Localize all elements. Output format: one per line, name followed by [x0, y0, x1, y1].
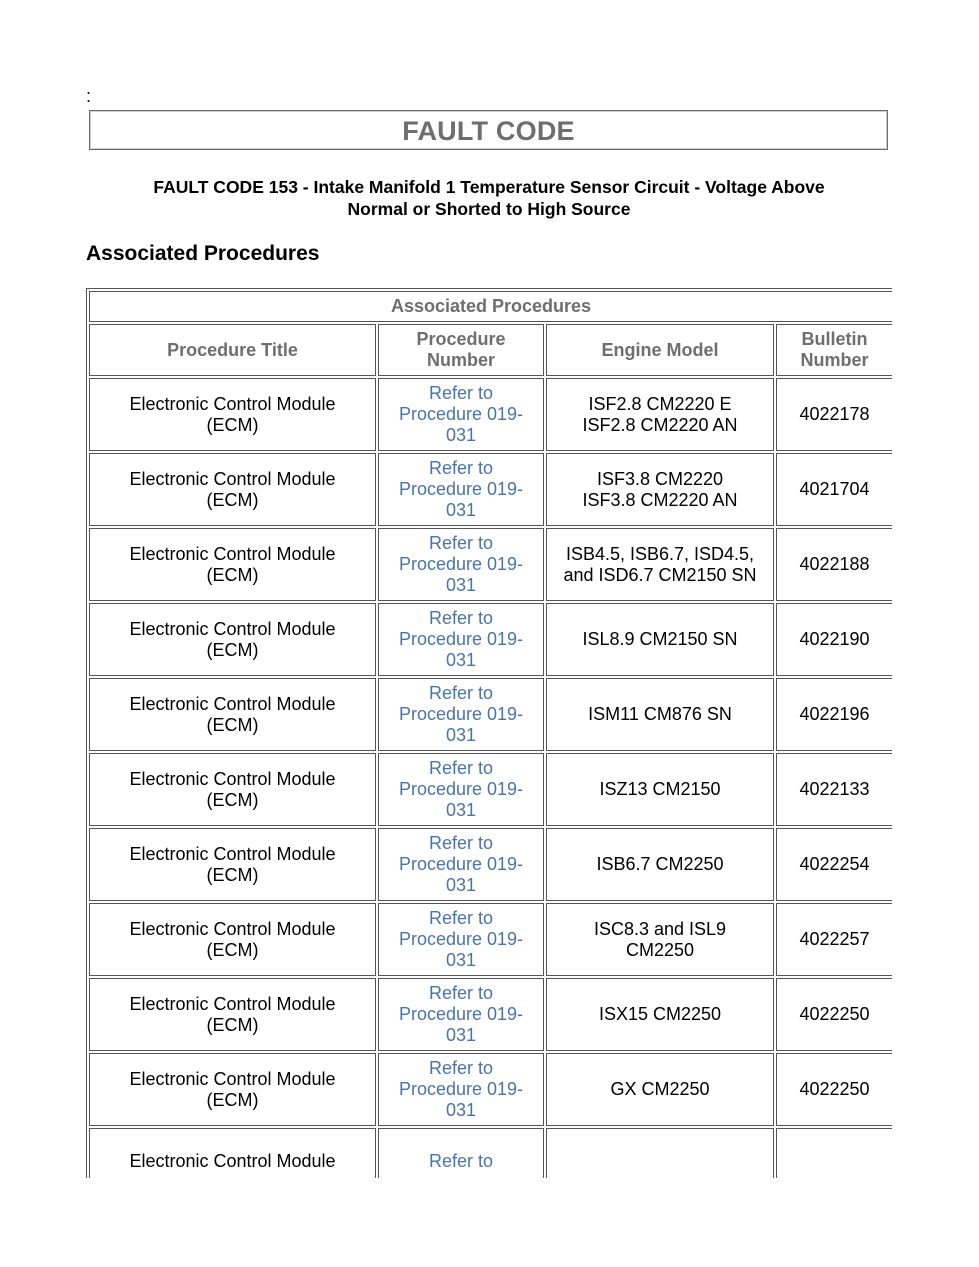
procedure-title-line-1: Electronic Control Module [129, 618, 336, 639]
engine-model-line-2: ISF3.8 CM2220 AN [582, 489, 738, 510]
bulletin-number-cell: 4022196 [776, 678, 892, 751]
procedure-title-line-2: (ECM) [206, 414, 259, 435]
procedure-link-line-2[interactable]: Procedure 019- [398, 704, 524, 724]
procedure-link-line-2[interactable]: Procedure 019- [398, 779, 524, 799]
engine-model-cell [546, 453, 774, 526]
procedure-link-line-3[interactable]: 031 [445, 425, 477, 445]
procedure-title-cell [89, 1053, 376, 1126]
procedure-title-line-2: (ECM) [206, 489, 259, 510]
bulletin-number-cell: 4022188 [776, 528, 892, 601]
procedure-link[interactable] [378, 678, 544, 751]
engine-model-cell [546, 1053, 774, 1126]
procedure-link-line-1[interactable]: Refer to [428, 383, 494, 403]
engine-model-cell [546, 753, 774, 826]
engine-model-line-1: ISC8.3 and ISL9 [593, 918, 727, 939]
page-marker: : [86, 86, 92, 106]
engine-model-cell [546, 603, 774, 676]
procedure-link-line-1[interactable]: Refer to [428, 1058, 494, 1078]
procedure-title-cell [89, 603, 376, 676]
engine-model-cell [546, 378, 774, 451]
engine-model-line-1: ISB6.7 CM2250 [596, 854, 724, 874]
col-header-procedure-title: Procedure Title [89, 324, 376, 376]
engine-model-line-1: ISZ13 CM2150 [599, 779, 721, 799]
engine-model-line-2: and ISD6.7 CM2150 SN [563, 564, 757, 585]
bulletin-number-cell: 4021704 [776, 453, 892, 526]
col-header-procedure-number-line-2: Number [426, 350, 495, 370]
table-row [89, 678, 892, 751]
procedure-link[interactable] [378, 978, 544, 1051]
procedure-title-line-2: (ECM) [206, 1089, 259, 1110]
procedure-title-line-2: (ECM) [206, 714, 259, 735]
procedure-link-line-3[interactable]: 031 [445, 1100, 477, 1120]
col-header-procedure-number [378, 324, 544, 376]
banner-title: FAULT CODE [402, 116, 575, 146]
procedure-link[interactable] [378, 903, 544, 976]
procedure-title-line-2: (ECM) [206, 939, 259, 960]
procedure-title-line-1: Electronic Control Module [129, 1068, 336, 1089]
table-row [89, 603, 892, 676]
procedure-title-cell [89, 453, 376, 526]
table-row [89, 453, 892, 526]
table-row-partial [89, 1128, 892, 1178]
procedure-link-text[interactable]: Refer to [428, 1151, 494, 1171]
procedure-link-line-1[interactable]: Refer to [428, 533, 494, 553]
engine-model-line-2: ISF2.8 CM2220 AN [582, 414, 738, 435]
procedure-link[interactable] [378, 828, 544, 901]
procedure-link-line-1[interactable]: Refer to [428, 833, 494, 853]
procedure-title-cell [89, 828, 376, 901]
procedure-title-line-1: Electronic Control Module [129, 993, 336, 1014]
section-heading: Associated Procedures [86, 242, 320, 265]
engine-model-line-2: CM2250 [625, 939, 695, 960]
table-row [89, 903, 892, 976]
engine-model-cell [546, 978, 774, 1051]
procedure-title-cell [89, 378, 376, 451]
engine-model-line-1: ISF2.8 CM2220 E [588, 393, 732, 414]
table-header-row [89, 324, 892, 376]
procedure-link-line-1[interactable]: Refer to [428, 758, 494, 778]
procedure-link-line-2[interactable]: Procedure 019- [398, 629, 524, 649]
procedure-title-cell [89, 753, 376, 826]
col-header-bulletin-number-line-1: Bulletin [801, 329, 868, 349]
procedure-title-line-2: (ECM) [206, 1014, 259, 1035]
procedure-link-line-3[interactable]: 031 [445, 500, 477, 520]
procedure-link[interactable] [378, 603, 544, 676]
bulletin-number-cell: 4022190 [776, 603, 892, 676]
engine-model-line-1: ISX15 CM2250 [598, 1004, 722, 1024]
engine-model-line-1: ISM11 CM876 SN [588, 704, 732, 724]
procedure-title-cell [89, 678, 376, 751]
procedure-title-line-2: (ECM) [206, 564, 259, 585]
engine-model-cell [546, 528, 774, 601]
procedure-link-line-2[interactable]: Procedure 019- [398, 1079, 524, 1099]
engine-model-cell [546, 903, 774, 976]
bulletin-number-cell: 4022250 [776, 978, 892, 1051]
procedure-link[interactable] [378, 1053, 544, 1126]
procedure-title-line-1: Electronic Control Module [129, 543, 336, 564]
procedure-title-line-2: (ECM) [206, 639, 259, 660]
col-header-engine-model: Engine Model [546, 324, 774, 376]
engine-model-cell [546, 828, 774, 901]
procedure-title-cell: Electronic Control Module [89, 1128, 376, 1178]
table-row [89, 978, 892, 1051]
procedure-link-line-3[interactable]: 031 [445, 875, 477, 895]
procedure-link-line-2[interactable]: Procedure 019- [398, 929, 524, 949]
procedure-link-line-2[interactable]: Procedure 019- [398, 404, 524, 424]
col-header-bulletin-number-line-2: Number [800, 350, 869, 370]
engine-model-cell [546, 678, 774, 751]
bulletin-number-cell: 4022133 [776, 753, 892, 826]
col-header-bulletin-number [776, 324, 892, 376]
bulletin-number-cell: 4022178 [776, 378, 892, 451]
engine-model-line-1: GX CM2250 [610, 1079, 710, 1099]
procedures-table-container [86, 288, 892, 1178]
procedure-title-line-1: Electronic Control Module [129, 918, 336, 939]
procedure-link[interactable] [378, 528, 544, 601]
procedures-table [86, 288, 892, 1178]
procedure-title-cell [89, 903, 376, 976]
table-row [89, 753, 892, 826]
col-header-procedure-number-line-1: Procedure [416, 329, 506, 349]
procedure-link-line-2[interactable]: Procedure 019- [398, 854, 524, 874]
fault-description [89, 176, 889, 220]
procedure-link[interactable] [378, 453, 544, 526]
procedure-title-cell [89, 528, 376, 601]
procedure-link-line-3[interactable]: 031 [445, 800, 477, 820]
procedure-link-line-1[interactable]: Refer to [428, 608, 494, 628]
procedure-link-line-1[interactable]: Refer to [428, 908, 494, 928]
procedure-link[interactable] [378, 1128, 544, 1178]
table-row [89, 528, 892, 601]
table-row [89, 828, 892, 901]
engine-model-line-1: ISB4.5, ISB6.7, ISD4.5, [565, 543, 755, 564]
procedure-link-line-3[interactable]: 031 [445, 575, 477, 595]
engine-model-line-1: ISL8.9 CM2150 SN [582, 629, 738, 649]
procedure-link-line-1[interactable]: Refer to [428, 458, 494, 478]
procedure-link-line-3[interactable]: 031 [445, 950, 477, 970]
procedure-link-line-3[interactable]: 031 [445, 1025, 477, 1045]
procedure-title-line-2: (ECM) [206, 864, 259, 885]
procedure-link-line-1[interactable]: Refer to [428, 983, 494, 1003]
procedure-title-line-1: Electronic Control Module [129, 693, 336, 714]
procedure-title-line-1: Electronic Control Module [129, 843, 336, 864]
procedure-title-line-2: (ECM) [206, 789, 259, 810]
table-row [89, 378, 892, 451]
engine-model-line-1: ISF3.8 CM2220 [596, 468, 724, 489]
table-caption: Associated Procedures [89, 291, 892, 322]
procedure-title-line-1: Electronic Control Module [129, 768, 336, 789]
procedure-link[interactable] [378, 378, 544, 451]
procedure-link-line-1[interactable]: Refer to [428, 683, 494, 703]
fault-description-line-1: FAULT CODE 153 - Intake Manifold 1 Temperature Sensor Circuit - Voltage Above [153, 177, 825, 197]
procedure-title-line-1: Electronic Control Module [129, 468, 336, 489]
engine-model-cell [546, 1128, 774, 1178]
bulletin-number-cell: 4022257 [776, 903, 892, 976]
procedure-link-line-2[interactable]: Procedure 019- [398, 554, 524, 574]
bulletin-number-cell: 4022250 [776, 1053, 892, 1126]
procedure-link-line-3[interactable]: 031 [445, 650, 477, 670]
fault-code-banner [89, 110, 888, 150]
procedure-title-cell [89, 978, 376, 1051]
procedure-link-line-2[interactable]: Procedure 019- [398, 1004, 524, 1024]
bulletin-number-cell: 4022254 [776, 828, 892, 901]
procedure-title-line-1: Electronic Control Module [129, 393, 336, 414]
table-row [89, 1053, 892, 1126]
fault-description-line-2: Normal or Shorted to High Source [347, 199, 631, 219]
bulletin-number-cell [776, 1128, 892, 1178]
procedure-link[interactable] [378, 753, 544, 826]
procedure-link-line-2[interactable]: Procedure 019- [398, 479, 524, 499]
procedure-link-line-3[interactable]: 031 [445, 725, 477, 745]
